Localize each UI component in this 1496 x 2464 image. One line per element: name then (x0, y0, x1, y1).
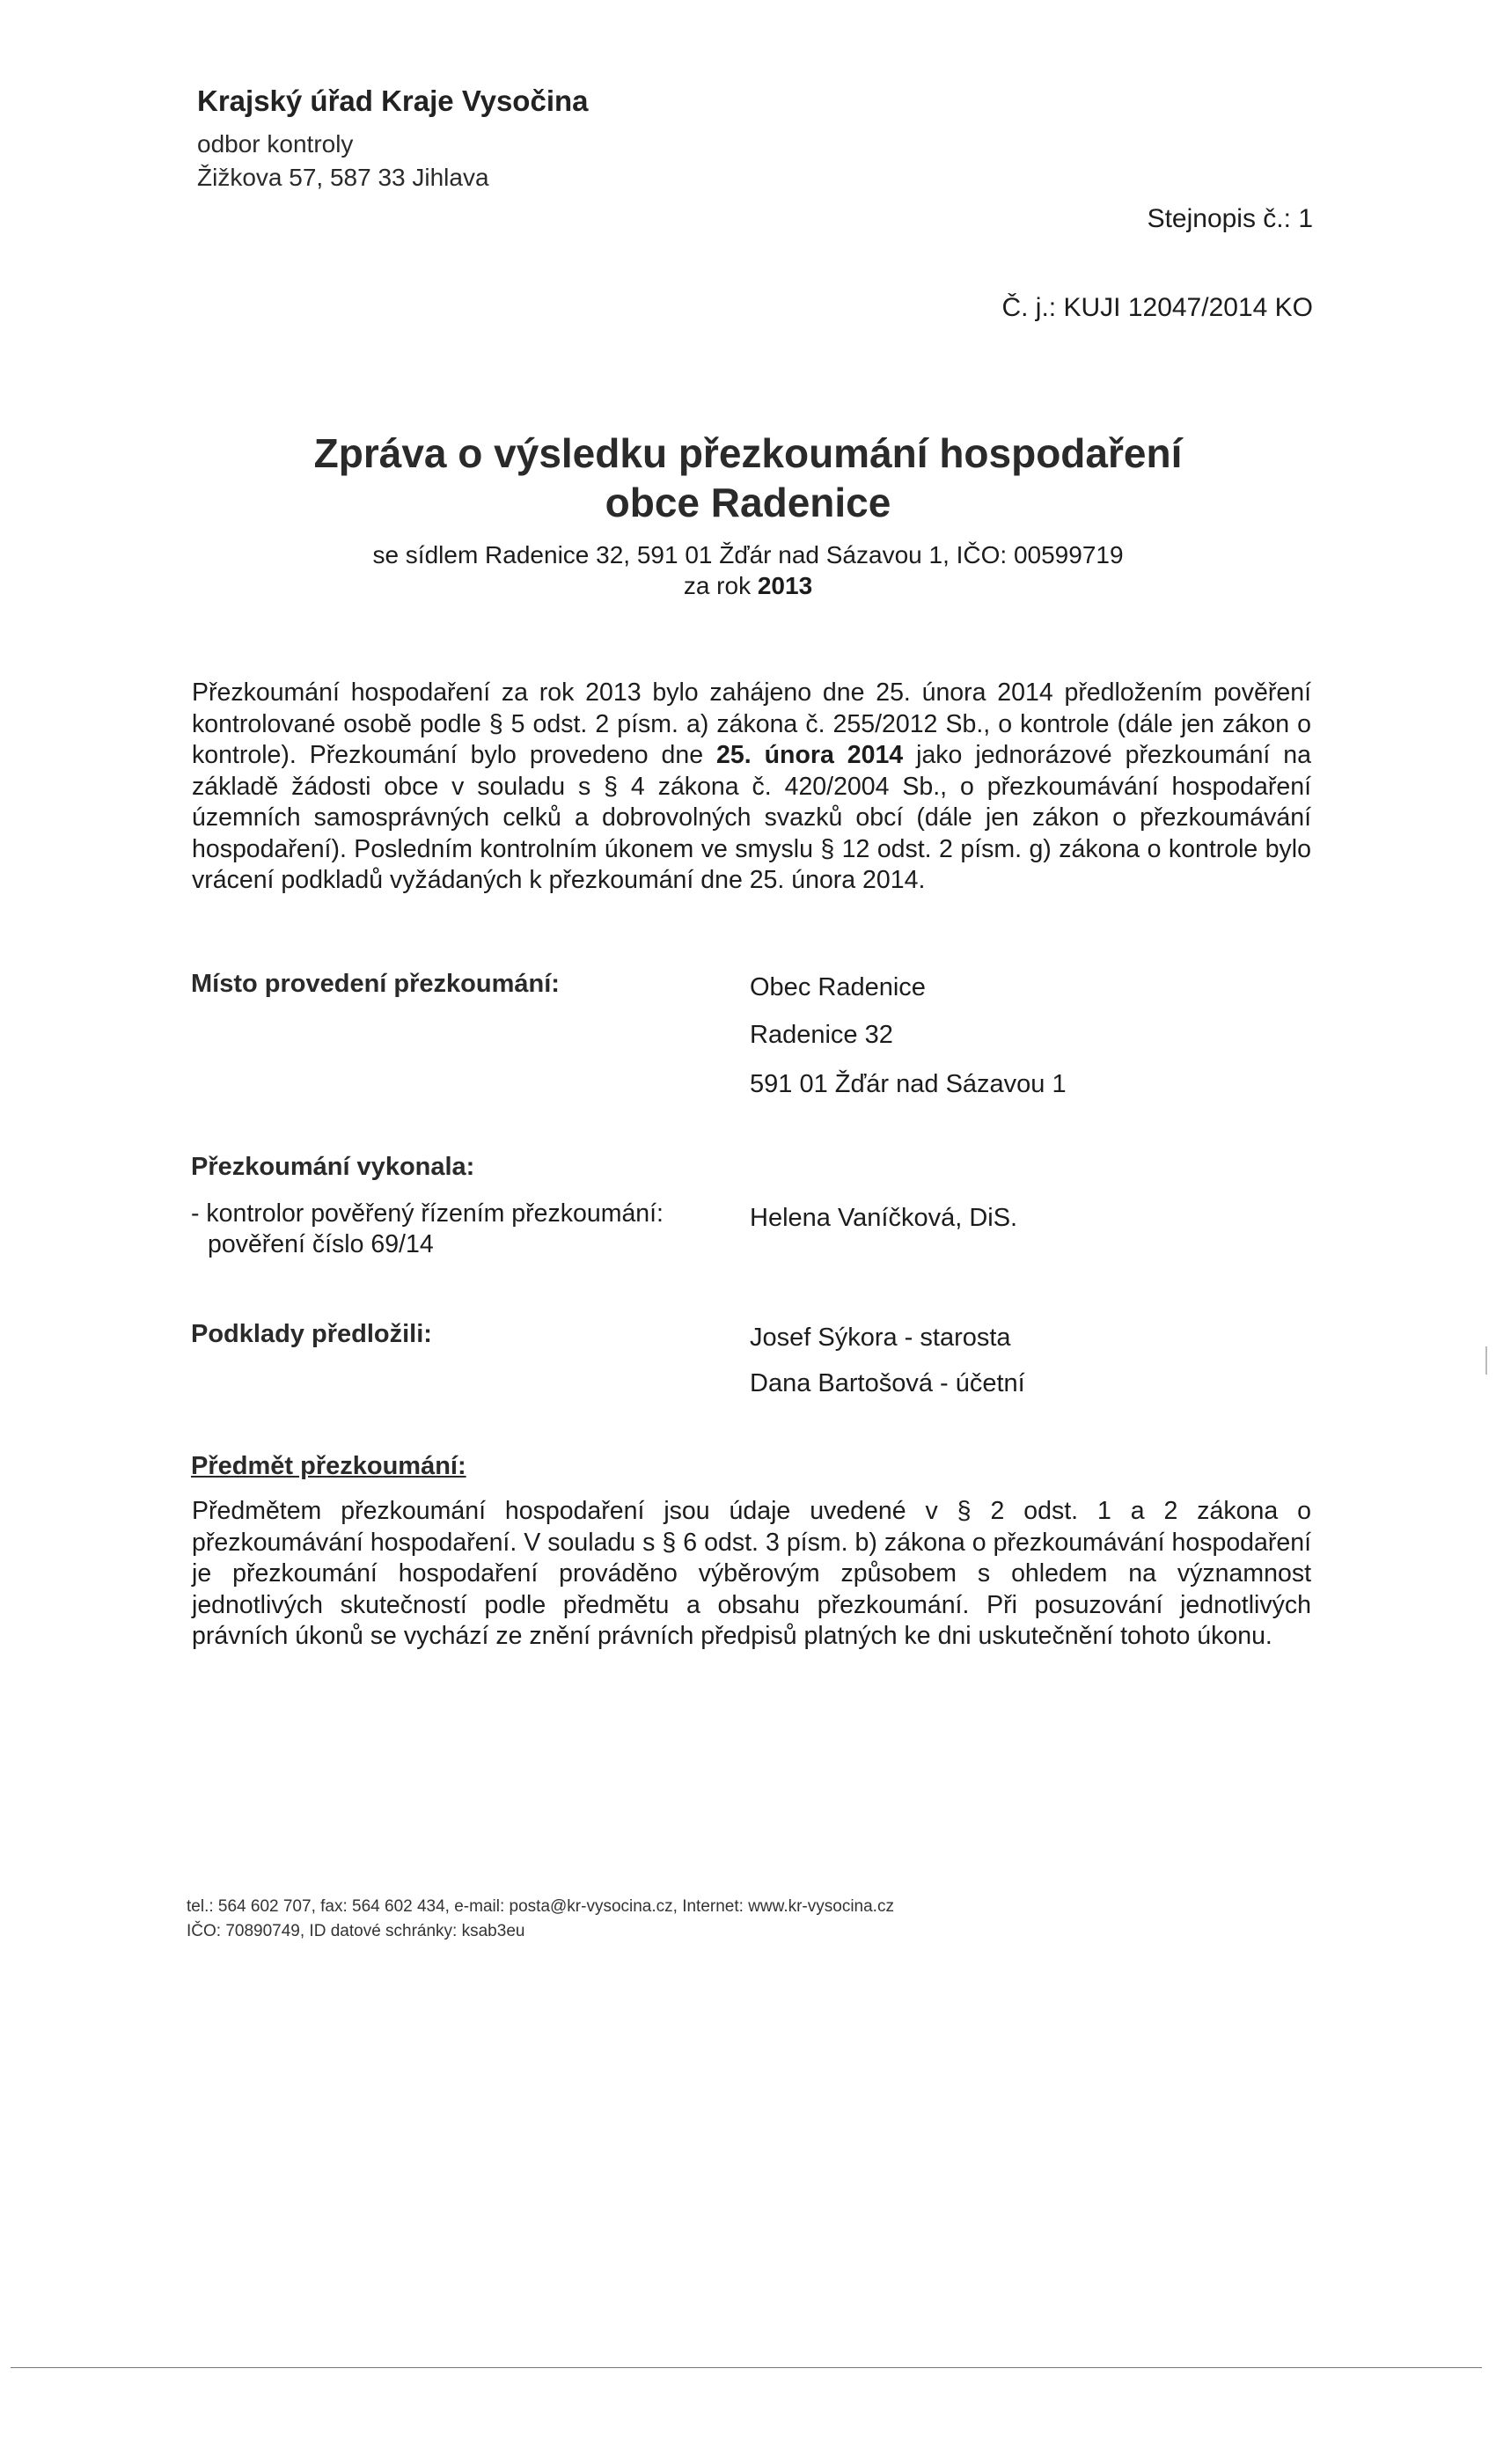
subject-heading: Předmět přezkoumání: (191, 1452, 466, 1480)
submitter-mayor: Josef Sýkora - starosta (750, 1324, 1011, 1352)
subject-paragraph: Předmětem přezkoumání hospodaření jsou údaje uvedené v § 2 odst. 1 a 2 zákona o přezkoumávání hospodaření. V souladu s § 6 odst. 3 písm. b) zákona o přezkoumávání hospodaření je přezkoumání hospodaření prováděno výběrovým způsobem s ohledem na významnost jednotlivých skutečností podle předmětu a obsahu přezkoumání. Při posuzování jednotlivých právních úkonů se vychází ze znění právních předpisů platných ke dni uskutečnění tohoto úkonu. (192, 1497, 1311, 1650)
copy-number: Stejnopis č.: 1 (1147, 204, 1313, 233)
report-year: 2013 (757, 572, 813, 599)
report-title: Zpráva o výsledku přezkoumání hospodaření (313, 430, 1183, 476)
intro-text-part2: jako jednorázové přezkoumání na základě žádosti obce v souladu s § 4 zákona č. 420/2004 Sb., o přezkoumávání hospodaření územních samosprávných celků a dobrovolných svazků obcí (dále jen zákon o přezkoumávání hospodaření). Posledním kontrolním úkonem ve smyslu § 12 odst. 2 písm. g) zákona o kontrole bylo vrácení podkladů vyžádaných k přezkoumání dne 25. února 2014. (192, 741, 1312, 894)
inspector-role: - kontrolor pověřený řízením přezkoumání: (191, 1199, 664, 1228)
footer-ids: IČO: 70890749, ID datové schránky: ksab3eu (187, 1922, 525, 1940)
intro-text-part1: Přezkoumání hospodaření za rok 2013 bylo zahájeno dne 25. února 2014 předložením pověření kontrolované osobě podle § 5 odst. 2 písm. a) zákona č. 255/2012 Sb., o kontrole (dále jen zákon o kontrole). Přezkoumání bylo provedeno dne (192, 678, 1311, 769)
footer-contact: tel.: 564 602 707, fax: 564 602 434, e-mail: posta@kr-vysocina.cz, Internet: www.kr-vysocina.cz (187, 1897, 894, 1916)
reference-number: Č. j.: KUJI 12047/2014 KO (1001, 293, 1313, 322)
submitter-accountant: Dana Bartošová - účetní (750, 1369, 1025, 1397)
authorization-number: pověření číslo 69/14 (208, 1230, 434, 1258)
performed-by-label: Přezkoumání vykonala: (191, 1153, 475, 1181)
intro-review-date: 25. února 2014 (716, 741, 904, 769)
authority-name: Krajský úřad Kraje Vysočina (197, 84, 589, 117)
intro-paragraph (192, 678, 1311, 897)
submitted-by-label: Podklady předložili: (191, 1320, 432, 1348)
authority-address: Žižkova 57, 587 33 Jihlava (197, 164, 489, 191)
place-label: Místo provedení přezkoumání: (191, 970, 560, 998)
report-year-line (0, 572, 1496, 600)
place-line-3: 591 01 Žďár nad Sázavou 1 (750, 1070, 1067, 1098)
report-title-municipality: obce Radenice (605, 480, 891, 525)
scan-speck (1485, 1346, 1487, 1375)
place-line-1: Obec Radenice (750, 973, 926, 1001)
department-name: odbor kontroly (197, 130, 354, 158)
place-line-2: Radenice 32 (750, 1021, 893, 1049)
year-prefix: za rok (683, 572, 752, 599)
municipality-seat: se sídlem Radenice 32, 591 01 Žďár nad Sázavou 1, IČO: 00599719 (372, 541, 1124, 568)
inspector-name: Helena Vaníčková, DiS. (750, 1204, 1018, 1232)
page-bottom-rule (11, 2367, 1482, 2368)
